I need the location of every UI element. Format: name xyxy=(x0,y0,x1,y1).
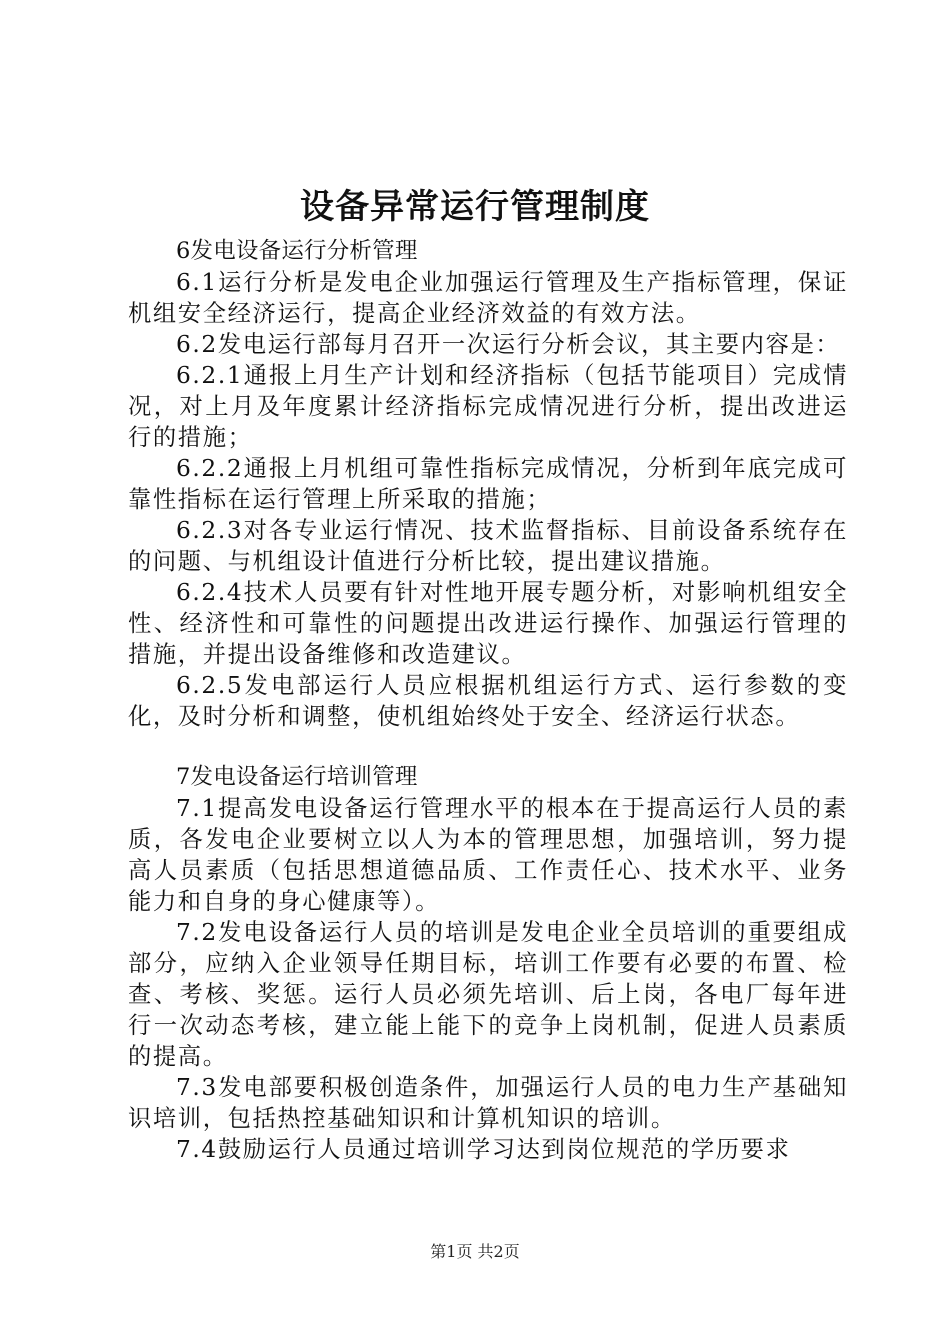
paragraph-6-2-5: 6.2.5发电部运行人员应根据机组运行方式、运行参数的变化，及时分析和调整，使机组始终处于安全、经济运行状态。 xyxy=(128,672,848,730)
paragraph-6-2-3: 6.2.3对各专业运行情况、技术监督指标、目前设备系统存在的问题、与机组设计值进行分析比较，提出建议措施。 xyxy=(128,517,848,575)
paragraph-6-2-2: 6.2.2通报上月机组可靠性指标完成情况，分析到年底完成可靠性指标在运行管理上所采取的措施； xyxy=(128,455,848,513)
paragraph-6-2-1: 6.2.1通报上月生产计划和经济指标（包括节能项目）完成情况，对上月及年度累计经济指标完成情况进行分析，提出改进运行的措施； xyxy=(128,362,848,451)
section-heading-6: 6发电设备运行分析管理 xyxy=(176,238,418,264)
paragraph-7-2: 7.2发电设备运行人员的培训是发电企业全员培训的重要组成部分，应纳入企业领导任期目标，培训工作要有必要的布置、检查、考核、奖惩。运行人员必须先培训、后上岗，各电厂每年进行一次动态考核，建立能上能下的竞争上岗机制，促进人员素质的提高。 xyxy=(128,919,848,1070)
page-footer: 第1页 共2页 xyxy=(430,1242,520,1261)
paragraph-6-2-4: 6.2.4技术人员要有针对性地开展专题分析，对影响机组安全性、经济性和可靠性的问题提出改进运行操作、加强运行管理的措施，并提出设备维修和改造建议。 xyxy=(128,579,848,668)
section-heading-7: 7发电设备运行培训管理 xyxy=(176,764,418,790)
document-body xyxy=(128,236,848,1165)
section-gap xyxy=(128,732,848,762)
paragraph-7-4: 7.4鼓励运行人员通过培训学习达到岗位规范的学历要求 xyxy=(176,1136,791,1163)
paragraph-7-1: 7.1提高发电设备运行管理水平的根本在于提高运行人员的素质，各发电企业要树立以人为本的管理思想，加强培训，努力提高人员素质（包括思想道德品质、工作责任心、技术水平、业务能力和自身的身心健康等）。 xyxy=(128,795,848,915)
paragraph-6-1: 6.1运行分析是发电企业加强运行管理及生产指标管理，保证机组安全经济运行，提高企业经济效益的有效方法。 xyxy=(128,269,848,327)
paragraph-6-2: 6.2发电运行部每月召开一次运行分析会议，其主要内容是： xyxy=(176,331,841,358)
page-title: 设备异常运行管理制度 xyxy=(300,187,650,227)
paragraph-7-3: 7.3发电部要积极创造条件，加强运行人员的电力生产基础知识培训，包括热控基础知识和计算机知识的培训。 xyxy=(128,1074,848,1132)
